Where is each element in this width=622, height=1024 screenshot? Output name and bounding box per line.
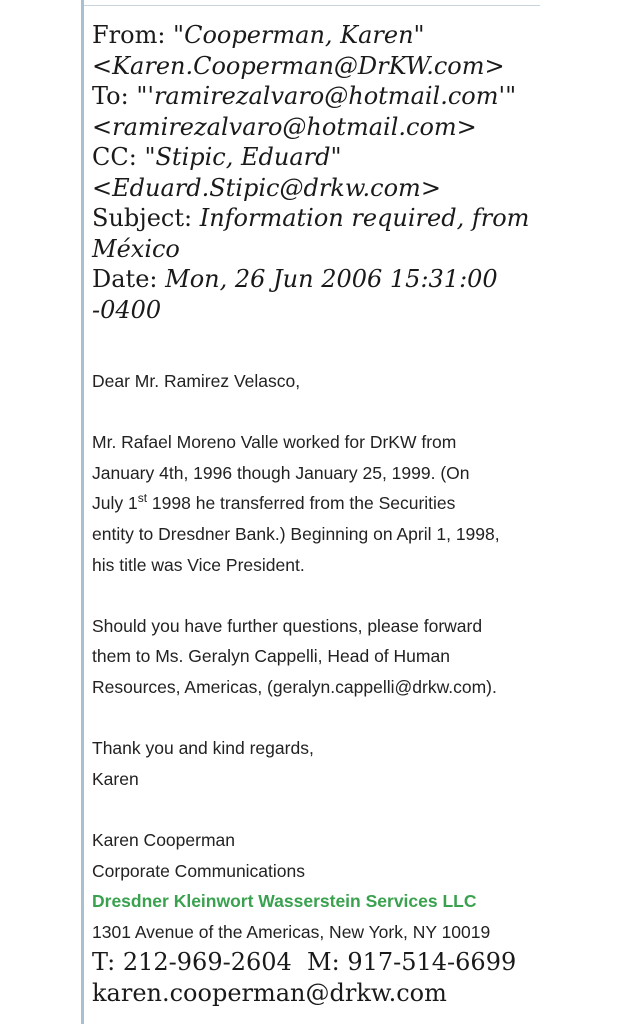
subject-text: Information required, from (199, 204, 530, 232)
paragraph-line: them to Ms. Geralyn Cappelli, Head of Human (92, 646, 450, 667)
paragraph-questions (92, 611, 612, 703)
ordinal-suffix: st (137, 490, 148, 505)
to-line (92, 81, 612, 112)
from-email: <Karen.Cooperman@DrKW.com> (92, 51, 505, 80)
date-line (92, 264, 612, 295)
subject-line (92, 203, 612, 234)
closing-line: Thank you and kind regards, (92, 738, 314, 759)
email-header (92, 20, 612, 325)
to-email: <ramirezalvaro@hotmail.com> (92, 112, 477, 141)
subject-label: Subject: (92, 204, 200, 232)
date-month-day: July 1 (92, 493, 138, 514)
signature-company: Dresdner Kleinwort Wasserstein Services LLC (92, 891, 477, 912)
signature-department: Corporate Communications (92, 860, 306, 881)
subject-text-continued: México (92, 234, 180, 263)
to-name: "'ramirezalvaro@hotmail.com'" (136, 82, 517, 110)
paragraph-line-rest: 1998 he transferred from the Securities (147, 493, 456, 514)
signature-block (92, 825, 612, 947)
from-label: From: (92, 21, 174, 49)
to-label: To: (92, 82, 137, 110)
paragraph-line (92, 488, 612, 519)
from-name: "Cooperman, Karen" (173, 21, 425, 49)
cc-line (92, 142, 612, 173)
date-label: Date: (92, 265, 166, 293)
from-line (92, 20, 612, 51)
paragraph-line: his title was Vice President. (92, 554, 305, 575)
paragraph-line: entity to Dresdner Bank.) Beginning on April 1, 1998, (92, 523, 500, 544)
signature-address: 1301 Avenue of the Americas, New York, NY 10019 (92, 921, 491, 942)
email-message (92, 0, 612, 1008)
paragraph-employment (92, 427, 612, 580)
cc-label: CC: (92, 143, 145, 171)
cc-name: "Stipic, Eduard" (144, 143, 342, 171)
closing (92, 733, 612, 794)
date-text: Mon, 26 Jun 2006 15:31:00 (165, 265, 498, 293)
paragraph-line: January 4th, 1996 though January 25, 1999. (On (92, 462, 470, 483)
signature-contact (92, 947, 612, 1008)
signature-phones: T: 212-969-2604 M: 917-514-6699 (92, 948, 517, 977)
date-text-continued: -0400 (92, 295, 162, 324)
quote-bar (81, 0, 84, 1024)
cc-email: <Eduard.Stipic@drkw.com> (92, 173, 441, 202)
signature-name: Karen Cooperman (92, 829, 235, 850)
paragraph-line: Should you have further questions, please forward (92, 615, 483, 636)
salutation: Dear Mr. Ramirez Velasco, (92, 371, 301, 391)
paragraph-line: Resources, Americas, (geralyn.cappelli@drkw.com). (92, 676, 497, 697)
closing-name: Karen (92, 768, 139, 789)
signature-email[interactable]: karen.cooperman@drkw.com (92, 978, 447, 1007)
email-body (92, 366, 612, 947)
paragraph-line: Mr. Rafael Moreno Valle worked for DrKW from (92, 432, 457, 453)
